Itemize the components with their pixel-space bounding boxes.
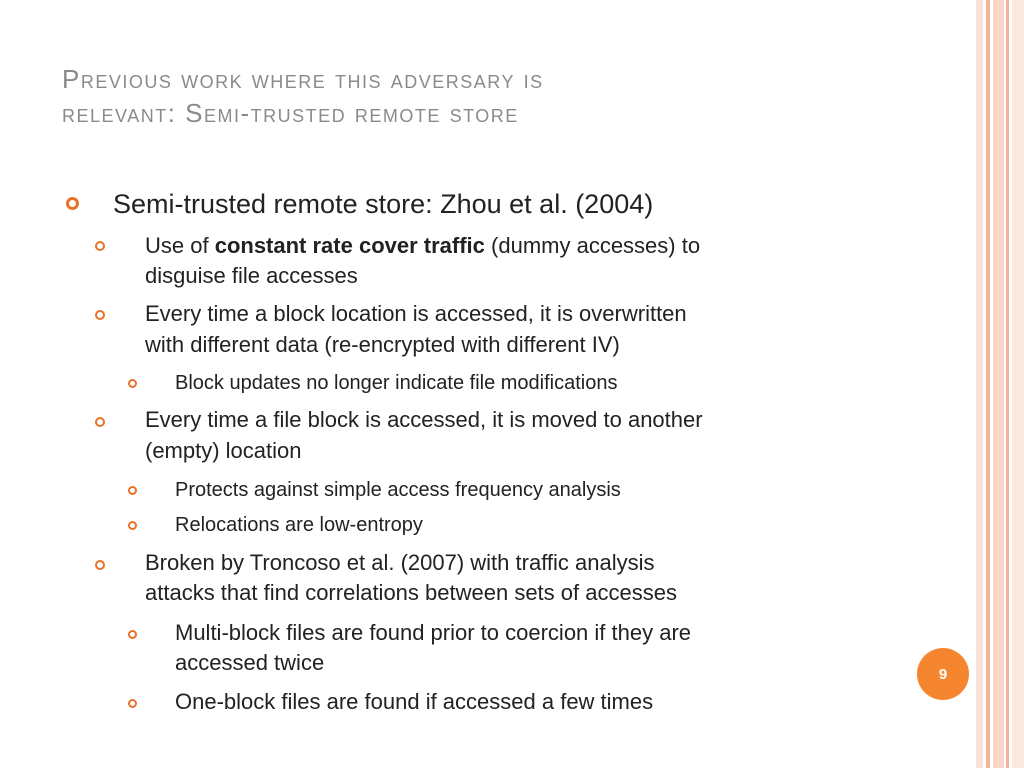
bullet-icon	[95, 241, 105, 251]
bullet-icon	[95, 417, 105, 427]
sub-bullet-4-1-cont: accessed twice	[175, 650, 325, 675]
stripe	[976, 0, 983, 768]
bullet-item-1-cont: disguise file accesses	[145, 263, 358, 288]
bullet-text: Use of	[145, 233, 215, 258]
sub-bullet-4-2: One-block files are found if accessed a few times	[175, 689, 654, 714]
bullet-level1: Semi-trusted remote store: Zhou et al. (2004)	[113, 189, 654, 219]
bullet-icon	[128, 379, 137, 388]
stripe	[1006, 0, 1009, 768]
sub-bullet-4-1: Multi-block files are found prior to coercion if they are	[175, 620, 692, 645]
bullet-icon	[95, 310, 105, 320]
stripe	[986, 0, 990, 768]
bullet-item-4-cont: attacks that find correlations between sets of accesses	[145, 580, 677, 605]
bullet-item-2: Every time a block location is accessed, it is overwritten	[145, 301, 687, 326]
stripe	[993, 0, 1004, 768]
slide-title	[62, 62, 942, 130]
bullet-text: (dummy accesses) to	[484, 233, 701, 258]
bullet-item-2-cont: with different data (re-encrypted with different IV)	[145, 332, 620, 357]
sub-bullet-3-2: Relocations are low-entropy	[175, 514, 423, 536]
sub-bullet-2-1: Block updates no longer indicate file modifications	[175, 372, 618, 394]
title-line-2: relevant: Semi-trusted remote store	[62, 98, 519, 128]
bullet-icon	[66, 197, 79, 210]
bullet-item-3-cont: (empty) location	[145, 438, 302, 463]
sub-bullet-3-1: Protects against simple access frequency analysis	[175, 479, 621, 501]
title-line-1: Previous work where this adversary is	[62, 64, 544, 94]
page-number: 9	[938, 665, 948, 683]
page-number-badge	[917, 648, 969, 700]
bullet-icon	[128, 630, 137, 639]
bullet-item-4: Broken by Troncoso et al. (2007) with traffic analysis	[145, 550, 655, 575]
bullet-item-3: Every time a file block is accessed, it is moved to another	[145, 407, 703, 432]
bullet-item-1	[145, 231, 700, 261]
bullet-icon	[128, 521, 137, 530]
stripe	[1012, 0, 1024, 768]
decorative-stripes	[976, 0, 1024, 768]
bullet-icon	[128, 699, 137, 708]
bullet-icon	[95, 560, 105, 570]
bullet-icon	[128, 486, 137, 495]
bullet-emphasis: constant rate cover traffic	[214, 233, 485, 258]
